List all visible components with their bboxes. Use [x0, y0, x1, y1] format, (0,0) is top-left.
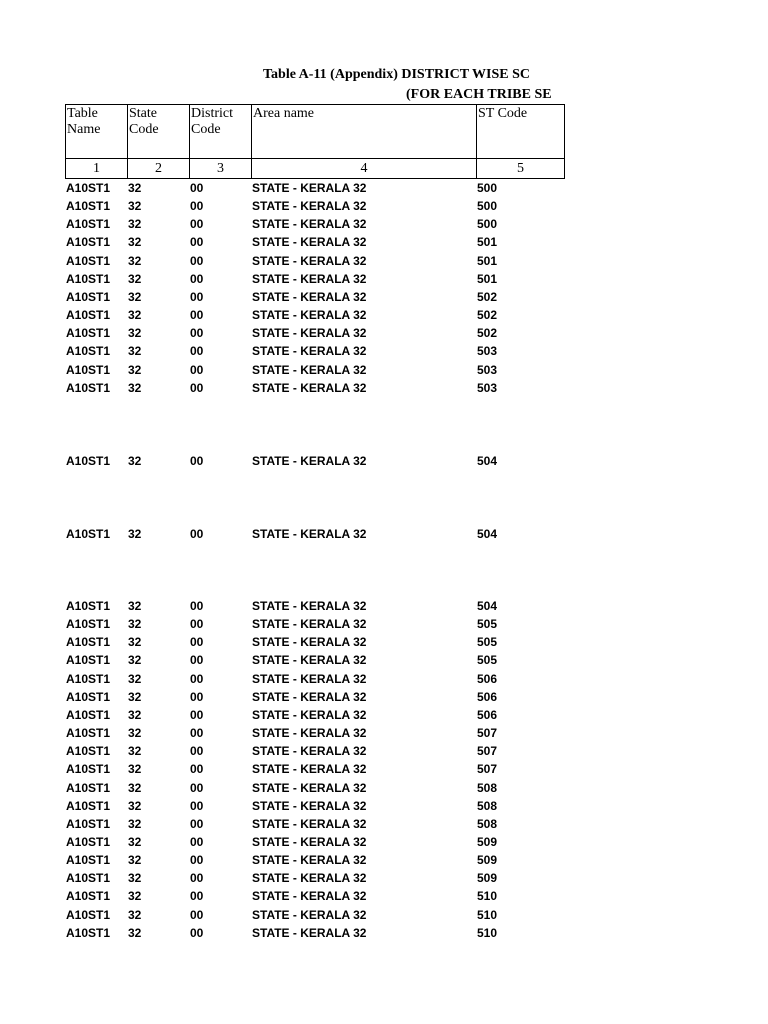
table-row [0, 289, 768, 305]
cell-area-name: STATE - KERALA 32 [252, 199, 367, 214]
header-number: 1 [66, 158, 127, 178]
cell-area-name: STATE - KERALA 32 [252, 527, 367, 541]
table-row [0, 925, 768, 941]
cell-area-name: STATE - KERALA 32 [252, 707, 367, 722]
header-area-name [251, 104, 476, 179]
cell-district-code: 00 [190, 653, 204, 668]
cell-table-name: A10ST1 [66, 780, 111, 795]
cell-state-code: 32 [128, 834, 142, 849]
header-number: 5 [477, 158, 564, 178]
cell-area-name: STATE - KERALA 32 [252, 599, 367, 613]
table-row [0, 380, 768, 396]
cell-table-name: A10ST1 [66, 181, 111, 195]
cell-district-code: 00 [190, 289, 204, 304]
cell-st-code: 508 [477, 798, 498, 813]
cell-district-code: 00 [190, 726, 204, 741]
cell-district-code: 00 [190, 853, 204, 868]
cell-area-name: STATE - KERALA 32 [252, 235, 367, 250]
cell-st-code: 507 [477, 726, 498, 741]
header-table-name [65, 104, 127, 179]
cell-state-code: 32 [128, 362, 142, 377]
cell-state-code: 32 [128, 271, 142, 286]
cell-st-code: 510 [477, 907, 498, 922]
cell-st-code: 504 [477, 599, 498, 613]
table-row [0, 616, 768, 632]
cell-area-name: STATE - KERALA 32 [252, 271, 367, 286]
cell-table-name: A10ST1 [66, 707, 111, 722]
cell-st-code: 503 [477, 362, 498, 377]
cell-area-name: STATE - KERALA 32 [252, 726, 367, 741]
cell-state-code: 32 [128, 762, 142, 777]
header-district-code [189, 104, 251, 179]
cell-state-code: 32 [128, 907, 142, 922]
cell-table-name: A10ST1 [66, 199, 111, 214]
cell-district-code: 00 [190, 326, 204, 341]
cell-state-code: 32 [128, 635, 142, 650]
cell-district-code: 00 [190, 253, 204, 268]
cell-st-code: 504 [477, 527, 498, 541]
table-row [0, 634, 768, 650]
table-row [0, 852, 768, 868]
cell-st-code: 502 [477, 308, 498, 323]
table-row [0, 870, 768, 886]
cell-st-code: 503 [477, 344, 498, 359]
cell-state-code: 32 [128, 326, 142, 341]
cell-state-code: 32 [128, 744, 142, 759]
cell-state-code: 32 [128, 181, 142, 195]
cell-state-code: 32 [128, 780, 142, 795]
cell-state-code: 32 [128, 889, 142, 904]
cell-district-code: 00 [190, 181, 204, 195]
table-row [0, 271, 768, 287]
cell-state-code: 32 [128, 380, 142, 395]
cell-district-code: 00 [190, 308, 204, 323]
cell-state-code: 32 [128, 199, 142, 214]
cell-state-code: 32 [128, 599, 142, 613]
cell-st-code: 501 [477, 235, 498, 250]
cell-area-name: STATE - KERALA 32 [252, 798, 367, 813]
cell-table-name: A10ST1 [66, 380, 111, 395]
cell-state-code: 32 [128, 235, 142, 250]
cell-st-code: 502 [477, 289, 498, 304]
cell-table-name: A10ST1 [66, 326, 111, 341]
cell-st-code: 500 [477, 217, 498, 232]
cell-district-code: 00 [190, 671, 204, 686]
cell-st-code: 500 [477, 199, 498, 214]
cell-st-code: 505 [477, 653, 498, 668]
cell-district-code: 00 [190, 798, 204, 813]
cell-area-name: STATE - KERALA 32 [252, 454, 367, 468]
cell-area-name: STATE - KERALA 32 [252, 907, 367, 922]
cell-state-code: 32 [128, 853, 142, 868]
table-row [0, 180, 768, 196]
cell-district-code: 00 [190, 235, 204, 250]
cell-st-code: 503 [477, 380, 498, 395]
cell-table-name: A10ST1 [66, 798, 111, 813]
table-row [0, 761, 768, 777]
cell-area-name: STATE - KERALA 32 [252, 181, 367, 195]
cell-st-code: 509 [477, 834, 498, 849]
cell-district-code: 00 [190, 199, 204, 214]
cell-table-name: A10ST1 [66, 235, 111, 250]
cell-area-name: STATE - KERALA 32 [252, 762, 367, 777]
cell-st-code: 508 [477, 816, 498, 831]
cell-st-code: 501 [477, 271, 498, 286]
cell-area-name: STATE - KERALA 32 [252, 671, 367, 686]
cell-table-name: A10ST1 [66, 671, 111, 686]
header-label: District Code [191, 106, 233, 137]
table-row [0, 343, 768, 359]
cell-table-name: A10ST1 [66, 599, 111, 613]
header-label: State Code [129, 106, 159, 137]
cell-st-code: 504 [477, 454, 498, 468]
cell-area-name: STATE - KERALA 32 [252, 871, 367, 886]
cell-st-code: 507 [477, 744, 498, 759]
cell-table-name: A10ST1 [66, 253, 111, 268]
table-row [0, 362, 768, 378]
cell-area-name: STATE - KERALA 32 [252, 362, 367, 377]
cell-state-code: 32 [128, 798, 142, 813]
cell-st-code: 506 [477, 707, 498, 722]
cell-district-code: 00 [190, 362, 204, 377]
cell-area-name: STATE - KERALA 32 [252, 925, 367, 940]
table-row [0, 453, 768, 469]
cell-state-code: 32 [128, 289, 142, 304]
header-number: 2 [128, 158, 189, 178]
cell-table-name: A10ST1 [66, 816, 111, 831]
cell-table-name: A10ST1 [66, 289, 111, 304]
table-row [0, 198, 768, 214]
cell-state-code: 32 [128, 617, 142, 632]
cell-area-name: STATE - KERALA 32 [252, 780, 367, 795]
cell-area-name: STATE - KERALA 32 [252, 834, 367, 849]
cell-area-name: STATE - KERALA 32 [252, 253, 367, 268]
cell-table-name: A10ST1 [66, 362, 111, 377]
table-row [0, 725, 768, 741]
cell-district-code: 00 [190, 871, 204, 886]
cell-area-name: STATE - KERALA 32 [252, 853, 367, 868]
cell-table-name: A10ST1 [66, 308, 111, 323]
cell-district-code: 00 [190, 780, 204, 795]
cell-st-code: 506 [477, 689, 498, 704]
table-row [0, 888, 768, 904]
cell-area-name: STATE - KERALA 32 [252, 744, 367, 759]
header-number: 3 [190, 158, 251, 178]
cell-st-code: 502 [477, 326, 498, 341]
cell-st-code: 507 [477, 762, 498, 777]
cell-district-code: 00 [190, 599, 204, 613]
header-st-code [476, 104, 565, 179]
table-row [0, 834, 768, 850]
cell-district-code: 00 [190, 617, 204, 632]
cell-area-name: STATE - KERALA 32 [252, 635, 367, 650]
cell-st-code: 509 [477, 853, 498, 868]
cell-state-code: 32 [128, 726, 142, 741]
cell-table-name: A10ST1 [66, 689, 111, 704]
cell-area-name: STATE - KERALA 32 [252, 217, 367, 232]
cell-st-code: 509 [477, 871, 498, 886]
header-state-code [127, 104, 189, 179]
cell-state-code: 32 [128, 871, 142, 886]
cell-district-code: 00 [190, 344, 204, 359]
cell-table-name: A10ST1 [66, 217, 111, 232]
cell-st-code: 508 [477, 780, 498, 795]
cell-district-code: 00 [190, 744, 204, 759]
cell-area-name: STATE - KERALA 32 [252, 289, 367, 304]
table-row [0, 598, 768, 614]
cell-state-code: 32 [128, 217, 142, 232]
cell-table-name: A10ST1 [66, 889, 111, 904]
cell-st-code: 506 [477, 671, 498, 686]
cell-state-code: 32 [128, 308, 142, 323]
table-row [0, 325, 768, 341]
cell-table-name: A10ST1 [66, 454, 111, 468]
cell-table-name: A10ST1 [66, 271, 111, 286]
table-row [0, 816, 768, 832]
cell-table-name: A10ST1 [66, 617, 111, 632]
cell-area-name: STATE - KERALA 32 [252, 689, 367, 704]
cell-district-code: 00 [190, 816, 204, 831]
cell-area-name: STATE - KERALA 32 [252, 889, 367, 904]
table-row [0, 234, 768, 250]
cell-state-code: 32 [128, 671, 142, 686]
header-label: ST Code [478, 106, 528, 121]
cell-state-code: 32 [128, 707, 142, 722]
table-row [0, 253, 768, 269]
cell-district-code: 00 [190, 834, 204, 849]
cell-area-name: STATE - KERALA 32 [252, 617, 367, 632]
cell-table-name: A10ST1 [66, 344, 111, 359]
cell-district-code: 00 [190, 707, 204, 722]
cell-table-name: A10ST1 [66, 871, 111, 886]
cell-area-name: STATE - KERALA 32 [252, 816, 367, 831]
cell-table-name: A10ST1 [66, 853, 111, 868]
table-row [0, 707, 768, 723]
cell-district-code: 00 [190, 907, 204, 922]
cell-st-code: 505 [477, 635, 498, 650]
cell-district-code: 00 [190, 527, 204, 541]
cell-table-name: A10ST1 [66, 834, 111, 849]
cell-st-code: 510 [477, 925, 498, 940]
cell-area-name: STATE - KERALA 32 [252, 653, 367, 668]
cell-state-code: 32 [128, 454, 142, 468]
cell-area-name: STATE - KERALA 32 [252, 308, 367, 323]
cell-table-name: A10ST1 [66, 744, 111, 759]
cell-table-name: A10ST1 [66, 925, 111, 940]
cell-district-code: 00 [190, 217, 204, 232]
cell-district-code: 00 [190, 380, 204, 395]
table-row [0, 652, 768, 668]
cell-table-name: A10ST1 [66, 635, 111, 650]
cell-table-name: A10ST1 [66, 726, 111, 741]
cell-st-code: 510 [477, 889, 498, 904]
table-row [0, 743, 768, 759]
table-row [0, 780, 768, 796]
cell-district-code: 00 [190, 454, 204, 468]
table-row [0, 798, 768, 814]
table-row [0, 216, 768, 232]
cell-state-code: 32 [128, 816, 142, 831]
table-row [0, 907, 768, 923]
cell-area-name: STATE - KERALA 32 [252, 326, 367, 341]
table-row [0, 307, 768, 323]
cell-district-code: 00 [190, 889, 204, 904]
cell-state-code: 32 [128, 653, 142, 668]
cell-district-code: 00 [190, 762, 204, 777]
cell-state-code: 32 [128, 689, 142, 704]
header-label: Area name [253, 106, 315, 121]
cell-st-code: 505 [477, 617, 498, 632]
cell-district-code: 00 [190, 635, 204, 650]
cell-table-name: A10ST1 [66, 762, 111, 777]
cell-district-code: 00 [190, 925, 204, 940]
table-row [0, 671, 768, 687]
cell-st-code: 501 [477, 253, 498, 268]
header-number: 4 [252, 158, 476, 178]
cell-state-code: 32 [128, 344, 142, 359]
cell-area-name: STATE - KERALA 32 [252, 344, 367, 359]
cell-table-name: A10ST1 [66, 527, 111, 541]
table-row [0, 689, 768, 705]
cell-table-name: A10ST1 [66, 907, 111, 922]
table-title: Table A-11 (Appendix) DISTRICT WISE SC [263, 67, 531, 82]
cell-state-code: 32 [128, 925, 142, 940]
cell-district-code: 00 [190, 271, 204, 286]
cell-table-name: A10ST1 [66, 653, 111, 668]
table-row [0, 526, 768, 542]
cell-st-code: 500 [477, 181, 498, 195]
header-label: Table Name [67, 106, 101, 137]
cell-state-code: 32 [128, 253, 142, 268]
cell-area-name: STATE - KERALA 32 [252, 380, 367, 395]
cell-district-code: 00 [190, 689, 204, 704]
table-subtitle: (FOR EACH TRIBE SE [406, 87, 552, 102]
cell-state-code: 32 [128, 527, 142, 541]
